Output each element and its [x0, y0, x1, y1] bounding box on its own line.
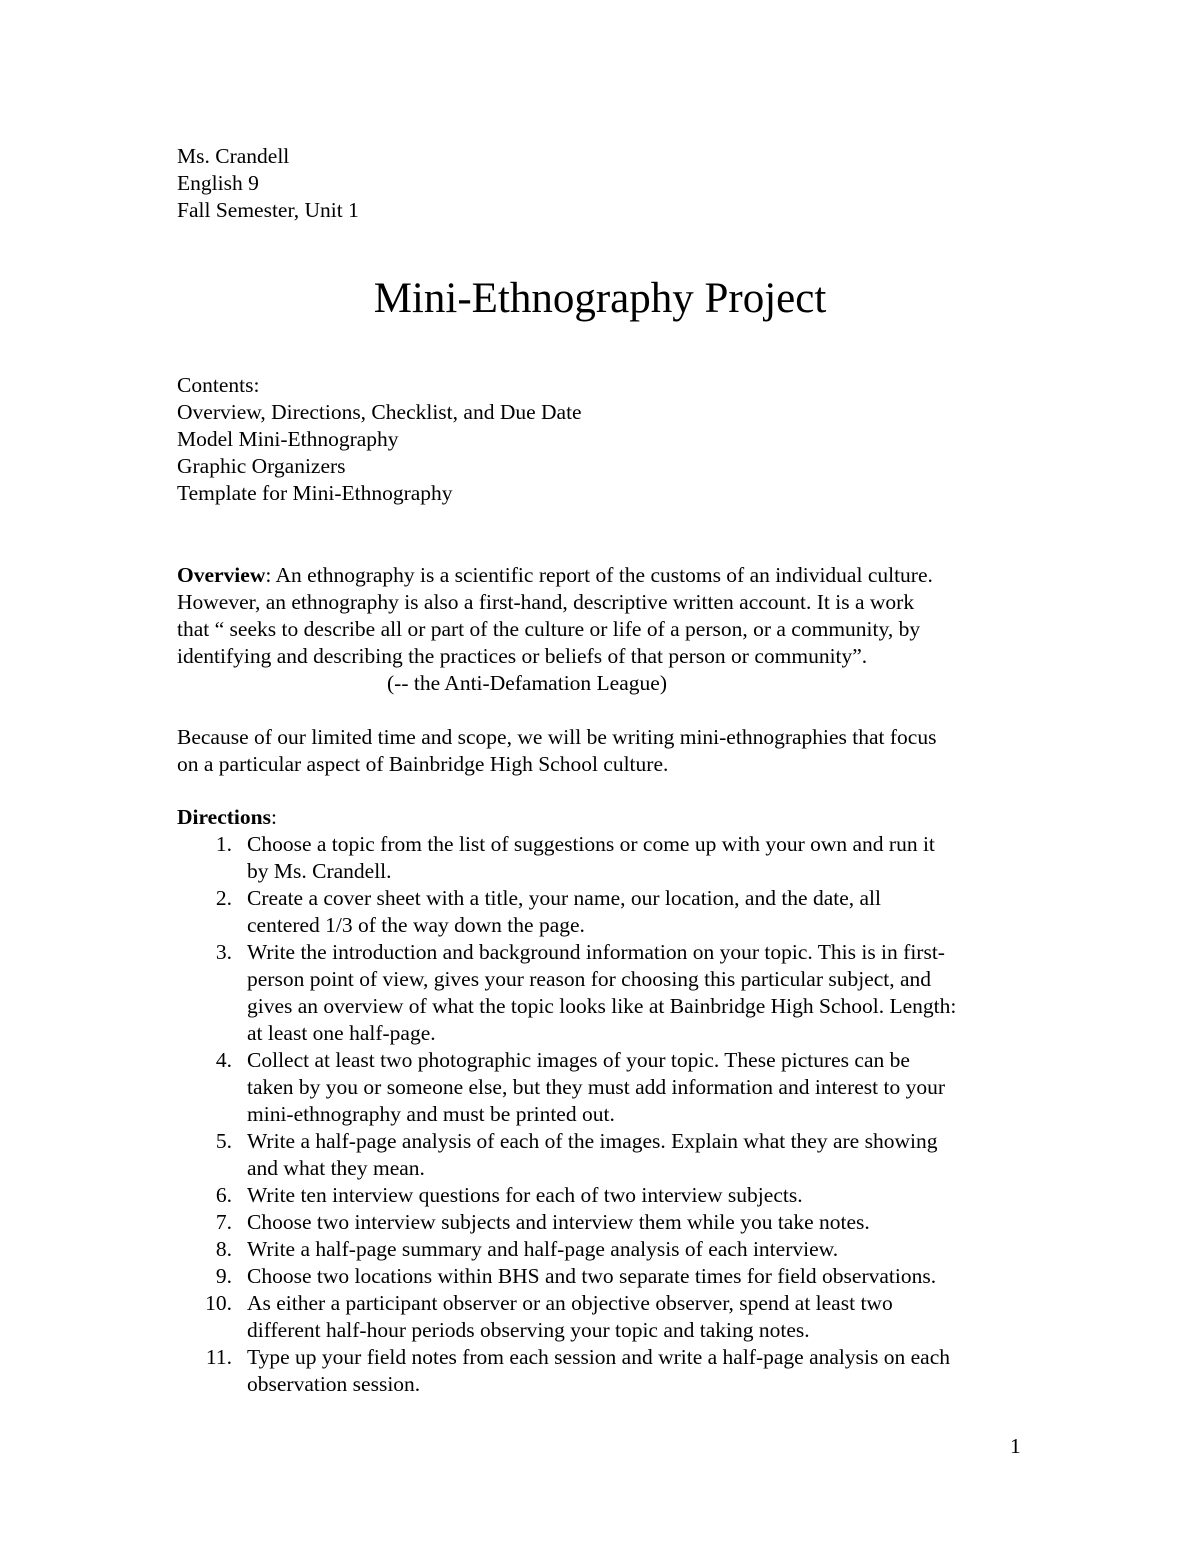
direction-item [177, 939, 1037, 1047]
direction-text-line: at least one half-page. [247, 1021, 436, 1045]
direction-text-line: mini-ethnography and must be printed out. [247, 1102, 615, 1126]
overview-line: However, an ethnography is also a first-hand, descriptive written account. It is a work [177, 590, 915, 614]
direction-text-line: As either a participant observer or an objective observer, spend at least two [247, 1291, 893, 1315]
directions-label: Directions [177, 805, 271, 829]
direction-text-line: Write a half-page analysis of each of the images. Explain what they are showing [247, 1129, 938, 1153]
direction-number: 6. [215, 1183, 232, 1207]
direction-text-line: person point of view, gives your reason for choosing this particular subject, and [247, 967, 932, 991]
direction-text-line: Type up your field notes from each session and write a half-page analysis on each [247, 1345, 950, 1369]
page-number: 1 [1010, 1434, 1021, 1458]
direction-text-line: Write a half-page summary and half-page analysis of each interview. [247, 1237, 839, 1261]
teacher-name: Ms. Crandell [177, 144, 290, 168]
direction-text-line: and what they mean. [247, 1156, 425, 1180]
contents-item: Overview, Directions, Checklist, and Due Date [177, 400, 582, 424]
direction-text-line: observation session. [247, 1372, 421, 1396]
direction-text-line: Create a cover sheet with a title, your name, our location, and the date, all [247, 886, 882, 910]
direction-item [177, 1209, 1037, 1236]
direction-number: 7. [215, 1210, 232, 1234]
page-title: Mini-Ethnography Project [373, 275, 827, 322]
overview-paragraph [177, 562, 1037, 670]
direction-item [177, 1182, 1037, 1209]
direction-item [177, 1263, 1037, 1290]
direction-item [177, 1047, 1037, 1128]
document-header [177, 143, 359, 224]
direction-text-line: Write ten interview questions for each of two interview subjects. [247, 1183, 803, 1207]
direction-number: 5. [215, 1129, 232, 1153]
contents-item: Template for Mini-Ethnography [177, 481, 453, 505]
scope-paragraph [177, 724, 1037, 778]
direction-item [177, 1128, 1037, 1182]
contents-label: Contents: [177, 373, 260, 397]
directions-list [177, 831, 1037, 1398]
contents-item: Model Mini-Ethnography [177, 427, 399, 451]
direction-text-line: different half-hour periods observing your topic and taking notes. [247, 1318, 810, 1342]
course-name: English 9 [177, 171, 259, 195]
direction-text-line: Choose two locations within BHS and two separate times for field observations. [247, 1264, 937, 1288]
direction-number: 9. [215, 1264, 232, 1288]
contents-item: Graphic Organizers [177, 454, 346, 478]
direction-text-line: Collect at least two photographic images of your topic. These pictures can be [247, 1048, 910, 1072]
direction-text-line: Choose a topic from the list of suggestions or come up with your own and run it [247, 832, 935, 856]
overview-line [177, 562, 1037, 589]
direction-text-line: by Ms. Crandell. [247, 859, 392, 883]
contents-list [177, 372, 582, 507]
direction-item [177, 831, 1037, 885]
direction-text-line: centered 1/3 of the way down the page. [247, 913, 585, 937]
direction-item [177, 1290, 1037, 1344]
direction-number: 8. [215, 1237, 232, 1261]
direction-text-line: Choose two interview subjects and interview them while you take notes. [247, 1210, 870, 1234]
direction-number: 1. [215, 832, 232, 856]
direction-item [177, 885, 1037, 939]
direction-text-line: taken by you or someone else, but they must add information and interest to your [247, 1075, 946, 1099]
overview-line: identifying and describing the practices or beliefs of that person or community”. [177, 644, 868, 668]
direction-number: 2. [215, 886, 232, 910]
direction-item [177, 1236, 1037, 1263]
direction-number: 11. [205, 1345, 232, 1369]
term-label: Fall Semester, Unit 1 [177, 198, 359, 222]
directions-colon: : [270, 805, 277, 829]
direction-number: 3. [215, 940, 232, 964]
directions-heading [177, 804, 277, 831]
overview-text: : An ethnography is a scientific report of the customs of an individual culture. [265, 563, 933, 587]
direction-number: 4. [215, 1048, 232, 1072]
direction-text-line: gives an overview of what the topic looks like at Bainbridge High School. Length: [247, 994, 957, 1018]
overview-line: that “ seeks to describe all or part of the culture or life of a person, or a community, by [177, 617, 921, 641]
scope-line: on a particular aspect of Bainbridge High School culture. [177, 752, 669, 776]
direction-text-line: Write the introduction and background information on your topic. This is in first- [247, 940, 945, 964]
overview-label: Overview [177, 563, 266, 587]
direction-number: 10. [205, 1291, 232, 1315]
scope-line: Because of our limited time and scope, we will be writing mini-ethnographies that focus [177, 725, 937, 749]
direction-item [177, 1344, 1037, 1398]
quote-attribution: (-- the Anti-Defamation League) [387, 671, 667, 695]
